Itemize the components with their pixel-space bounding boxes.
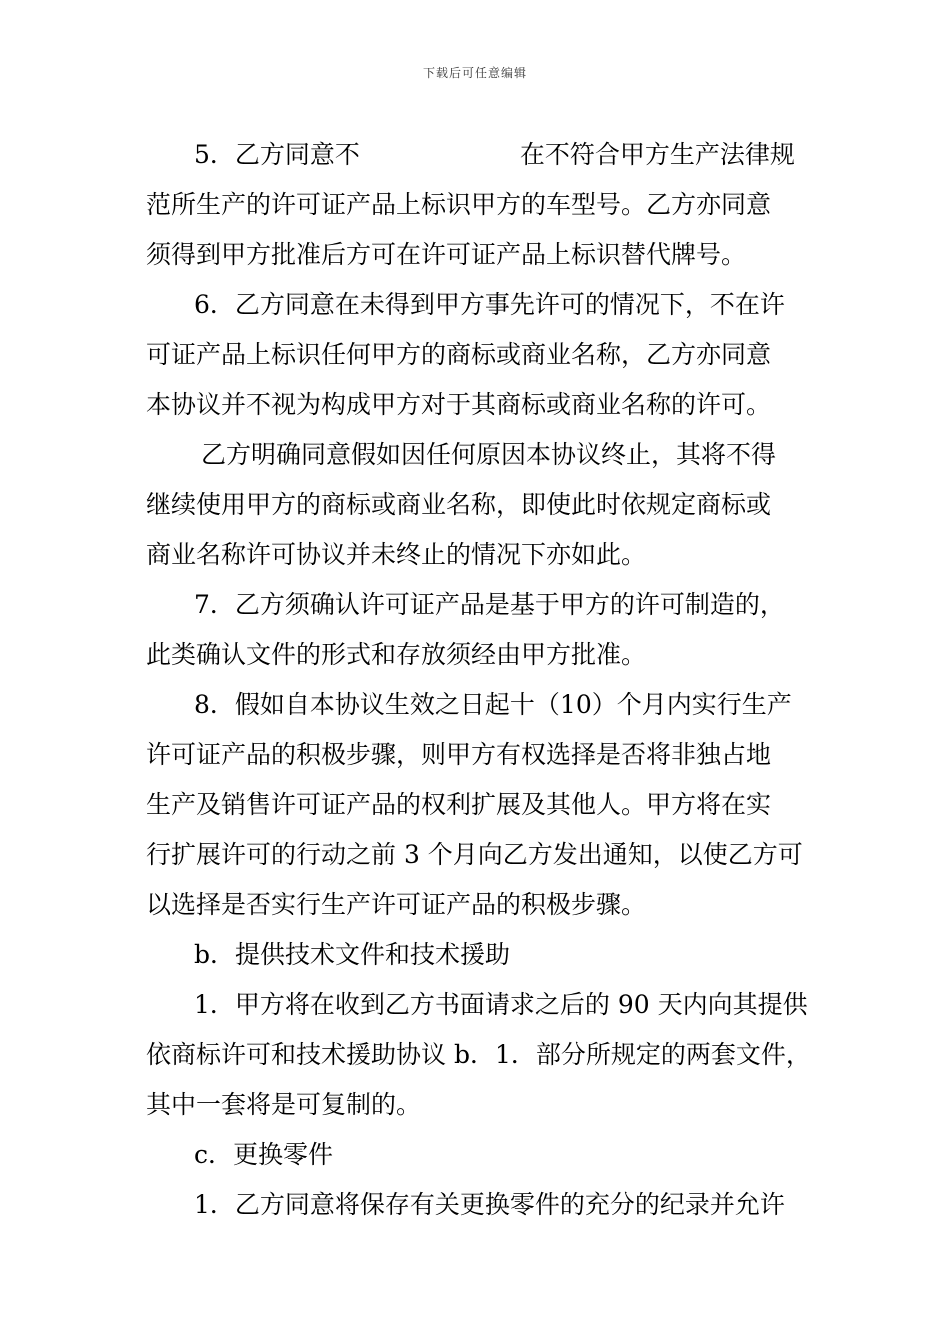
text-line: 继续使用甲方的商标或商业名称，即使此时依规定商标或 — [146, 490, 772, 519]
text-line: 7．乙方须确认许可证产品是基于甲方的许可制造的， — [194, 590, 785, 619]
section-heading-c: c．更换零件 — [194, 1140, 334, 1169]
text-line: 许可证产品的积极步骤，则甲方有权选择是否将非独占地 — [146, 740, 772, 769]
text-line: 生产及销售许可证产品的权利扩展及其他人。甲方将在实 — [146, 790, 772, 819]
text-line: 商业名称许可协议并未终止的情况下亦如此。 — [146, 540, 647, 569]
text-line: 以选择是否实行生产许可证产品的积极步骤。 — [146, 890, 647, 919]
text-line — [146, 130, 806, 180]
text-line: 1．甲方将在收到乙方书面请求之后的 90 天内向其提供 — [194, 990, 808, 1019]
text-line: 6．乙方同意在未得到甲方事先许可的情况下，不在许 — [194, 290, 785, 319]
clause-5-end: 在不符合甲方生产法律规 — [519, 140, 795, 169]
document-body — [146, 130, 811, 1230]
text-line: 8．假如自本协议生效之日起十（10）个月内实行生产 — [194, 690, 792, 719]
clause-5-start: 5．乙方同意不 — [194, 140, 360, 169]
page-header: 下载后可任意编辑 — [422, 66, 527, 80]
text-line: 本协议并不视为构成甲方对于其商标或商业名称的许可。 — [146, 390, 772, 419]
text-line: 可证产品上标识任何甲方的商标或商业名称，乙方亦同意 — [146, 340, 772, 369]
text-line: 须得到甲方批准后方可在许可证产品上标识替代牌号。 — [146, 240, 747, 269]
text-line: 乙方明确同意假如因任何原因本协议终止，其将不得 — [201, 440, 777, 469]
text-line: 此类确认文件的形式和存放须经由甲方批准。 — [146, 640, 647, 669]
text-line: 依商标许可和技术援助协议 b．1．部分所规定的两套文件， — [146, 1040, 811, 1069]
text-line: 1．乙方同意将保存有关更换零件的充分的纪录并允许 — [194, 1190, 785, 1219]
text-line: 其中一套将是可复制的。 — [146, 1090, 422, 1119]
text-line: 范所生产的许可证产品上标识甲方的车型号。乙方亦同意 — [146, 190, 772, 219]
section-heading-b: b．提供技术文件和技术援助 — [194, 940, 511, 969]
text-line: 行扩展许可的行动之前 3 个月向乙方发出通知，以使乙方可 — [146, 840, 803, 869]
